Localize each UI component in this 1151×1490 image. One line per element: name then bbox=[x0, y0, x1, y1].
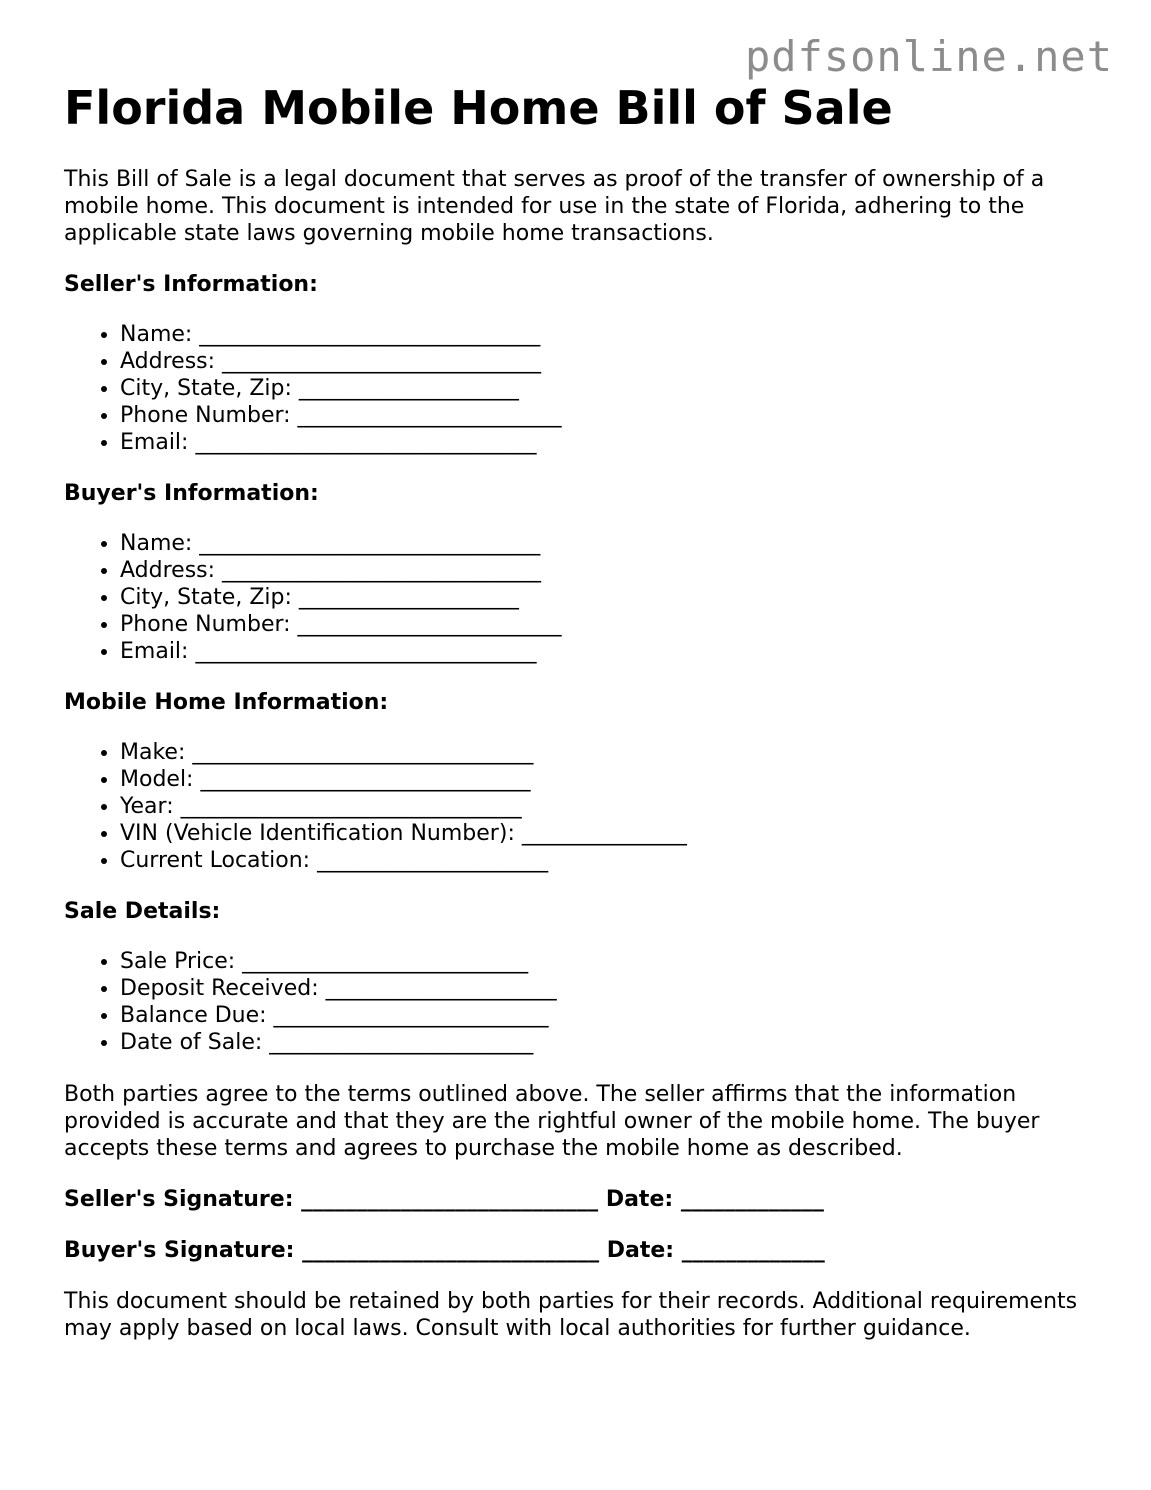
seller-phone-field: • Phone Number: ________________________ bbox=[120, 402, 1094, 429]
seller-address-field: • Address: _____________________________ bbox=[120, 348, 1094, 375]
balance-due-field: • Balance Due: _________________________ bbox=[120, 1002, 1094, 1029]
seller-name-field: • Name: _______________________________ bbox=[120, 321, 1094, 348]
year-field: • Year: _______________________________ bbox=[120, 793, 1094, 820]
watermark: pdfsonline.net bbox=[744, 32, 1113, 81]
sale-details-fields-list bbox=[64, 948, 1094, 1056]
sale-price-field: • Sale Price: __________________________ bbox=[120, 948, 1094, 975]
buyer-section-heading: Buyer's Information: bbox=[64, 481, 319, 506]
date-of-sale-field: • Date of Sale: ________________________ bbox=[120, 1029, 1094, 1056]
make-field: • Make: _______________________________ bbox=[120, 739, 1094, 766]
deposit-received-field: • Deposit Received: _____________________ bbox=[120, 975, 1094, 1002]
buyer-signature-line: Buyer's Signature: ___________________________ Date: _____________ bbox=[64, 1238, 825, 1263]
buyer-fields-list bbox=[64, 530, 1094, 665]
page-title: Florida Mobile Home Bill of Sale bbox=[64, 81, 893, 135]
current-location-field: • Current Location: _____________________ bbox=[120, 847, 1094, 874]
buyer-phone-field: • Phone Number: ________________________ bbox=[120, 611, 1094, 638]
document-page bbox=[64, 80, 1094, 1342]
buyer-email-field: • Email: _______________________________ bbox=[120, 638, 1094, 665]
agreement-paragraph: Both parties agree to the terms outlined above. The seller affirms that the information provided is accurate and that they are the rightful owner of the mobile home. The buyer accepts these terms and agrees to purchase the mobile home as described. bbox=[64, 1082, 1040, 1161]
model-field: • Model: ______________________________ bbox=[120, 766, 1094, 793]
buyer-address-field: • Address: _____________________________ bbox=[120, 557, 1094, 584]
footer-paragraph: This document should be retained by both parties for their records. Additional requirements may apply based on local laws. Consult with local authorities for further guidance. bbox=[64, 1289, 1078, 1341]
seller-city-state-zip-field: • City, State, Zip: ____________________ bbox=[120, 375, 1094, 402]
seller-fields-list bbox=[64, 321, 1094, 456]
seller-email-field: • Email: _______________________________ bbox=[120, 429, 1094, 456]
buyer-city-state-zip-field: • City, State, Zip: ____________________ bbox=[120, 584, 1094, 611]
seller-signature-line: Seller's Signature: ___________________________ Date: _____________ bbox=[64, 1187, 824, 1212]
mobile-home-fields-list bbox=[64, 739, 1094, 874]
intro-paragraph: This Bill of Sale is a legal document that serves as proof of the transfer of ownership of a mobile home. This document is intended for use in the state of Florida, adhering to the applicable state laws governing mobile home transactions. bbox=[64, 167, 1045, 246]
seller-section-heading: Seller's Information: bbox=[64, 272, 318, 297]
buyer-name-field: • Name: _______________________________ bbox=[120, 530, 1094, 557]
vin-field: • VIN (Vehicle Identification Number): _______________ bbox=[120, 820, 1094, 847]
sale-details-section-heading: Sale Details: bbox=[64, 899, 221, 924]
mobile-home-section-heading: Mobile Home Information: bbox=[64, 690, 389, 715]
